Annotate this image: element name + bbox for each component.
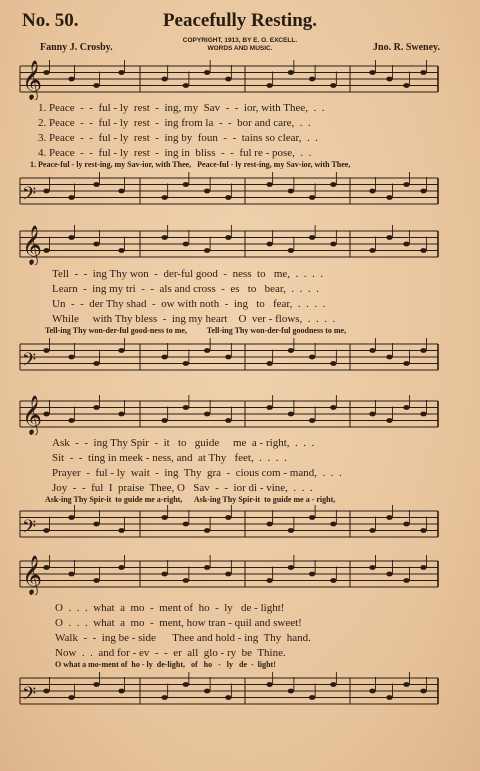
note-head: [93, 83, 99, 88]
note-head: [161, 195, 167, 200]
note-head: [403, 578, 409, 583]
note-head: [183, 578, 189, 583]
bass-lyric-line: O what a mo-ment of ho - ly de-light, of ho - ly de - light!: [55, 660, 276, 669]
verse-line: Learn - ing my tri - - als and cross - es to bear, . . . .: [52, 283, 319, 295]
note-head: [183, 182, 189, 187]
note-head: [183, 83, 189, 88]
note-head: [420, 412, 426, 417]
bass-staff-1: [0, 172, 480, 212]
bass-lyric-line: Tell-ing Thy won-der-ful good-ness to me, Tell-ing Thy won-der-ful goodness to me,: [45, 326, 347, 335]
note-head: [204, 189, 210, 194]
note-head: [93, 682, 99, 687]
note-head: [183, 242, 189, 247]
verse-line: 4. Peace - - ful - ly rest - ing in bliss - - ful re - pose, . .: [38, 147, 312, 159]
note-head: [403, 361, 409, 366]
note-head: [330, 182, 336, 187]
note-head: [161, 695, 167, 700]
note-head: [403, 682, 409, 687]
note-head: [288, 565, 294, 570]
note-head: [369, 689, 375, 694]
note-head: [225, 355, 231, 360]
note-head: [118, 348, 124, 353]
note-head: [43, 189, 49, 194]
note-head: [204, 412, 210, 417]
note-head: [330, 361, 336, 366]
note-head: [68, 572, 74, 577]
note-head: [161, 572, 167, 577]
note-head: [266, 522, 272, 527]
treble-clef-icon: 𝄞: [22, 60, 43, 100]
note-head: [403, 83, 409, 88]
treble-staff-1: [0, 60, 480, 100]
note-head: [330, 242, 336, 247]
note-head: [330, 578, 336, 583]
bass-clef-icon: 𝄢: [22, 517, 37, 542]
note-head: [309, 195, 315, 200]
note-head: [93, 361, 99, 366]
note-head: [161, 515, 167, 520]
note-head: [118, 248, 124, 253]
verse-line: 1. Peace - - ful - ly rest - ing, my Sav - - ior, with Thee, . .: [38, 102, 325, 114]
treble-staff-4: [0, 555, 480, 595]
note-head: [68, 77, 74, 82]
note-head: [93, 242, 99, 247]
note-head: [225, 572, 231, 577]
note-head: [369, 348, 375, 353]
note-head: [93, 578, 99, 583]
note-head: [420, 348, 426, 353]
note-head: [420, 565, 426, 570]
note-head: [386, 572, 392, 577]
note-head: [369, 412, 375, 417]
note-head: [386, 235, 392, 240]
note-head: [330, 83, 336, 88]
bass-staff-2: [0, 338, 480, 378]
note-head: [403, 182, 409, 187]
note-head: [118, 565, 124, 570]
note-head: [330, 682, 336, 687]
note-head: [420, 528, 426, 533]
note-head: [118, 70, 124, 75]
note-head: [204, 689, 210, 694]
note-head: [161, 418, 167, 423]
note-head: [403, 405, 409, 410]
note-head: [93, 522, 99, 527]
note-head: [68, 418, 74, 423]
note-head: [369, 565, 375, 570]
note-head: [420, 689, 426, 694]
note-head: [288, 189, 294, 194]
verse-line: Ask - - ing Thy Spir - it to guide me a - right, . . .: [52, 437, 315, 449]
note-head: [369, 248, 375, 253]
note-head: [266, 682, 272, 687]
note-head: [309, 695, 315, 700]
note-head: [330, 522, 336, 527]
verse-line: Joy - - ful I praise Thee, O Sav - - ior di - vine, . . .: [52, 482, 313, 494]
verse-line: 2. Peace - - ful - ly rest - ing from la - - bor and care, . .: [38, 117, 311, 129]
note-head: [386, 77, 392, 82]
note-head: [225, 418, 231, 423]
note-head: [266, 578, 272, 583]
copyright-line-1: COPYRIGHT, 1913, BY E. O. EXCELL.: [182, 37, 298, 44]
note-head: [225, 77, 231, 82]
note-head: [309, 418, 315, 423]
note-head: [266, 361, 272, 366]
note-head: [225, 515, 231, 520]
hymn-title: Peacefully Resting.: [162, 10, 318, 31]
note-head: [161, 235, 167, 240]
note-head: [288, 689, 294, 694]
note-head: [43, 689, 49, 694]
verse-line: Walk - - ing be - side Thee and hold - ing Thy hand.: [55, 632, 311, 644]
note-head: [309, 235, 315, 240]
note-head: [204, 70, 210, 75]
note-head: [204, 565, 210, 570]
bass-lyric-line: 1. Peace-ful - ly rest-ing, my Sav-ior, with Thee, Peace-ful - ly rest-ing, my Sav-ior, with Thee,: [30, 160, 351, 169]
note-head: [161, 77, 167, 82]
bass-clef-icon: 𝄢: [22, 184, 37, 209]
note-head: [403, 242, 409, 247]
note-head: [183, 682, 189, 687]
bass-staff-4: [0, 672, 480, 712]
note-head: [43, 70, 49, 75]
treble-clef-icon: 𝄞: [22, 555, 43, 595]
note-head: [309, 515, 315, 520]
note-head: [204, 248, 210, 253]
verse-line: Un - - der Thy shad - ow with noth - ing to fear, . . . .: [52, 298, 326, 310]
verse-line: While with Thy bless - ing my heart O ver - flows, . . . .: [52, 313, 336, 325]
note-head: [93, 405, 99, 410]
treble-clef-icon: 𝄞: [22, 395, 43, 435]
note-head: [43, 565, 49, 570]
hymn-number: No. 50.: [22, 10, 79, 31]
composer: Jno. R. Sweney.: [373, 42, 440, 53]
verse-line: O . . . what a mo - ment, how tran - quil and sweet!: [55, 617, 302, 629]
note-head: [403, 522, 409, 527]
note-head: [309, 77, 315, 82]
note-head: [204, 528, 210, 533]
note-head: [204, 348, 210, 353]
verse-line: Sit - - ting in meek - ness, and at Thy feet, . . . .: [52, 452, 287, 464]
verse-line: O . . . what a mo - ment of ho - ly de - light!: [55, 602, 285, 614]
note-head: [161, 355, 167, 360]
lyricist: Fanny J. Crosby.: [40, 42, 113, 53]
note-head: [386, 355, 392, 360]
bass-lyric-line: Ask-ing Thy Spir-it to guide me a-right, Ask-ing Thy Spir-it to guide me a - right,: [45, 495, 336, 504]
verse-line: Tell - - ing Thy won - der-ful good - ness to me, . . . .: [52, 268, 324, 280]
note-head: [266, 405, 272, 410]
note-head: [386, 195, 392, 200]
note-head: [183, 361, 189, 366]
note-head: [288, 70, 294, 75]
treble-staff-3: [0, 395, 480, 435]
note-head: [288, 528, 294, 533]
verse-line: Now . . and for - ev - - er all glo - ry be Thine.: [55, 647, 286, 659]
note-head: [266, 242, 272, 247]
note-head: [93, 182, 99, 187]
note-head: [225, 195, 231, 200]
note-head: [225, 695, 231, 700]
bass-clef-icon: 𝄢: [22, 684, 37, 709]
note-head: [43, 348, 49, 353]
bass-clef-icon: 𝄢: [22, 350, 37, 375]
note-head: [266, 83, 272, 88]
note-head: [386, 418, 392, 423]
note-head: [68, 195, 74, 200]
note-head: [266, 182, 272, 187]
note-head: [369, 70, 375, 75]
note-head: [288, 348, 294, 353]
note-head: [330, 405, 336, 410]
note-head: [68, 515, 74, 520]
note-head: [118, 412, 124, 417]
note-head: [118, 689, 124, 694]
verse-line: Prayer - ful - ly wait - ing Thy gra - cious com - mand, . . .: [52, 467, 342, 479]
note-head: [43, 412, 49, 417]
note-head: [118, 528, 124, 533]
note-head: [309, 572, 315, 577]
note-head: [386, 515, 392, 520]
note-head: [183, 405, 189, 410]
note-head: [309, 355, 315, 360]
note-head: [420, 70, 426, 75]
note-head: [420, 189, 426, 194]
note-head: [288, 412, 294, 417]
bass-staff-3: [0, 505, 480, 545]
note-head: [420, 248, 426, 253]
note-head: [43, 248, 49, 253]
copyright-line-2: WORDS AND MUSIC.: [207, 45, 273, 52]
note-head: [43, 528, 49, 533]
treble-staff-2: [0, 225, 480, 265]
note-head: [225, 235, 231, 240]
note-head: [183, 522, 189, 527]
note-head: [288, 248, 294, 253]
treble-clef-icon: 𝄞: [22, 225, 43, 265]
verse-line: 3. Peace - - ful - ly rest - ing by foun - - tains so clear, . .: [38, 132, 318, 144]
note-head: [386, 695, 392, 700]
note-head: [369, 189, 375, 194]
note-head: [68, 235, 74, 240]
note-head: [369, 528, 375, 533]
note-head: [118, 189, 124, 194]
note-head: [68, 355, 74, 360]
note-head: [68, 695, 74, 700]
